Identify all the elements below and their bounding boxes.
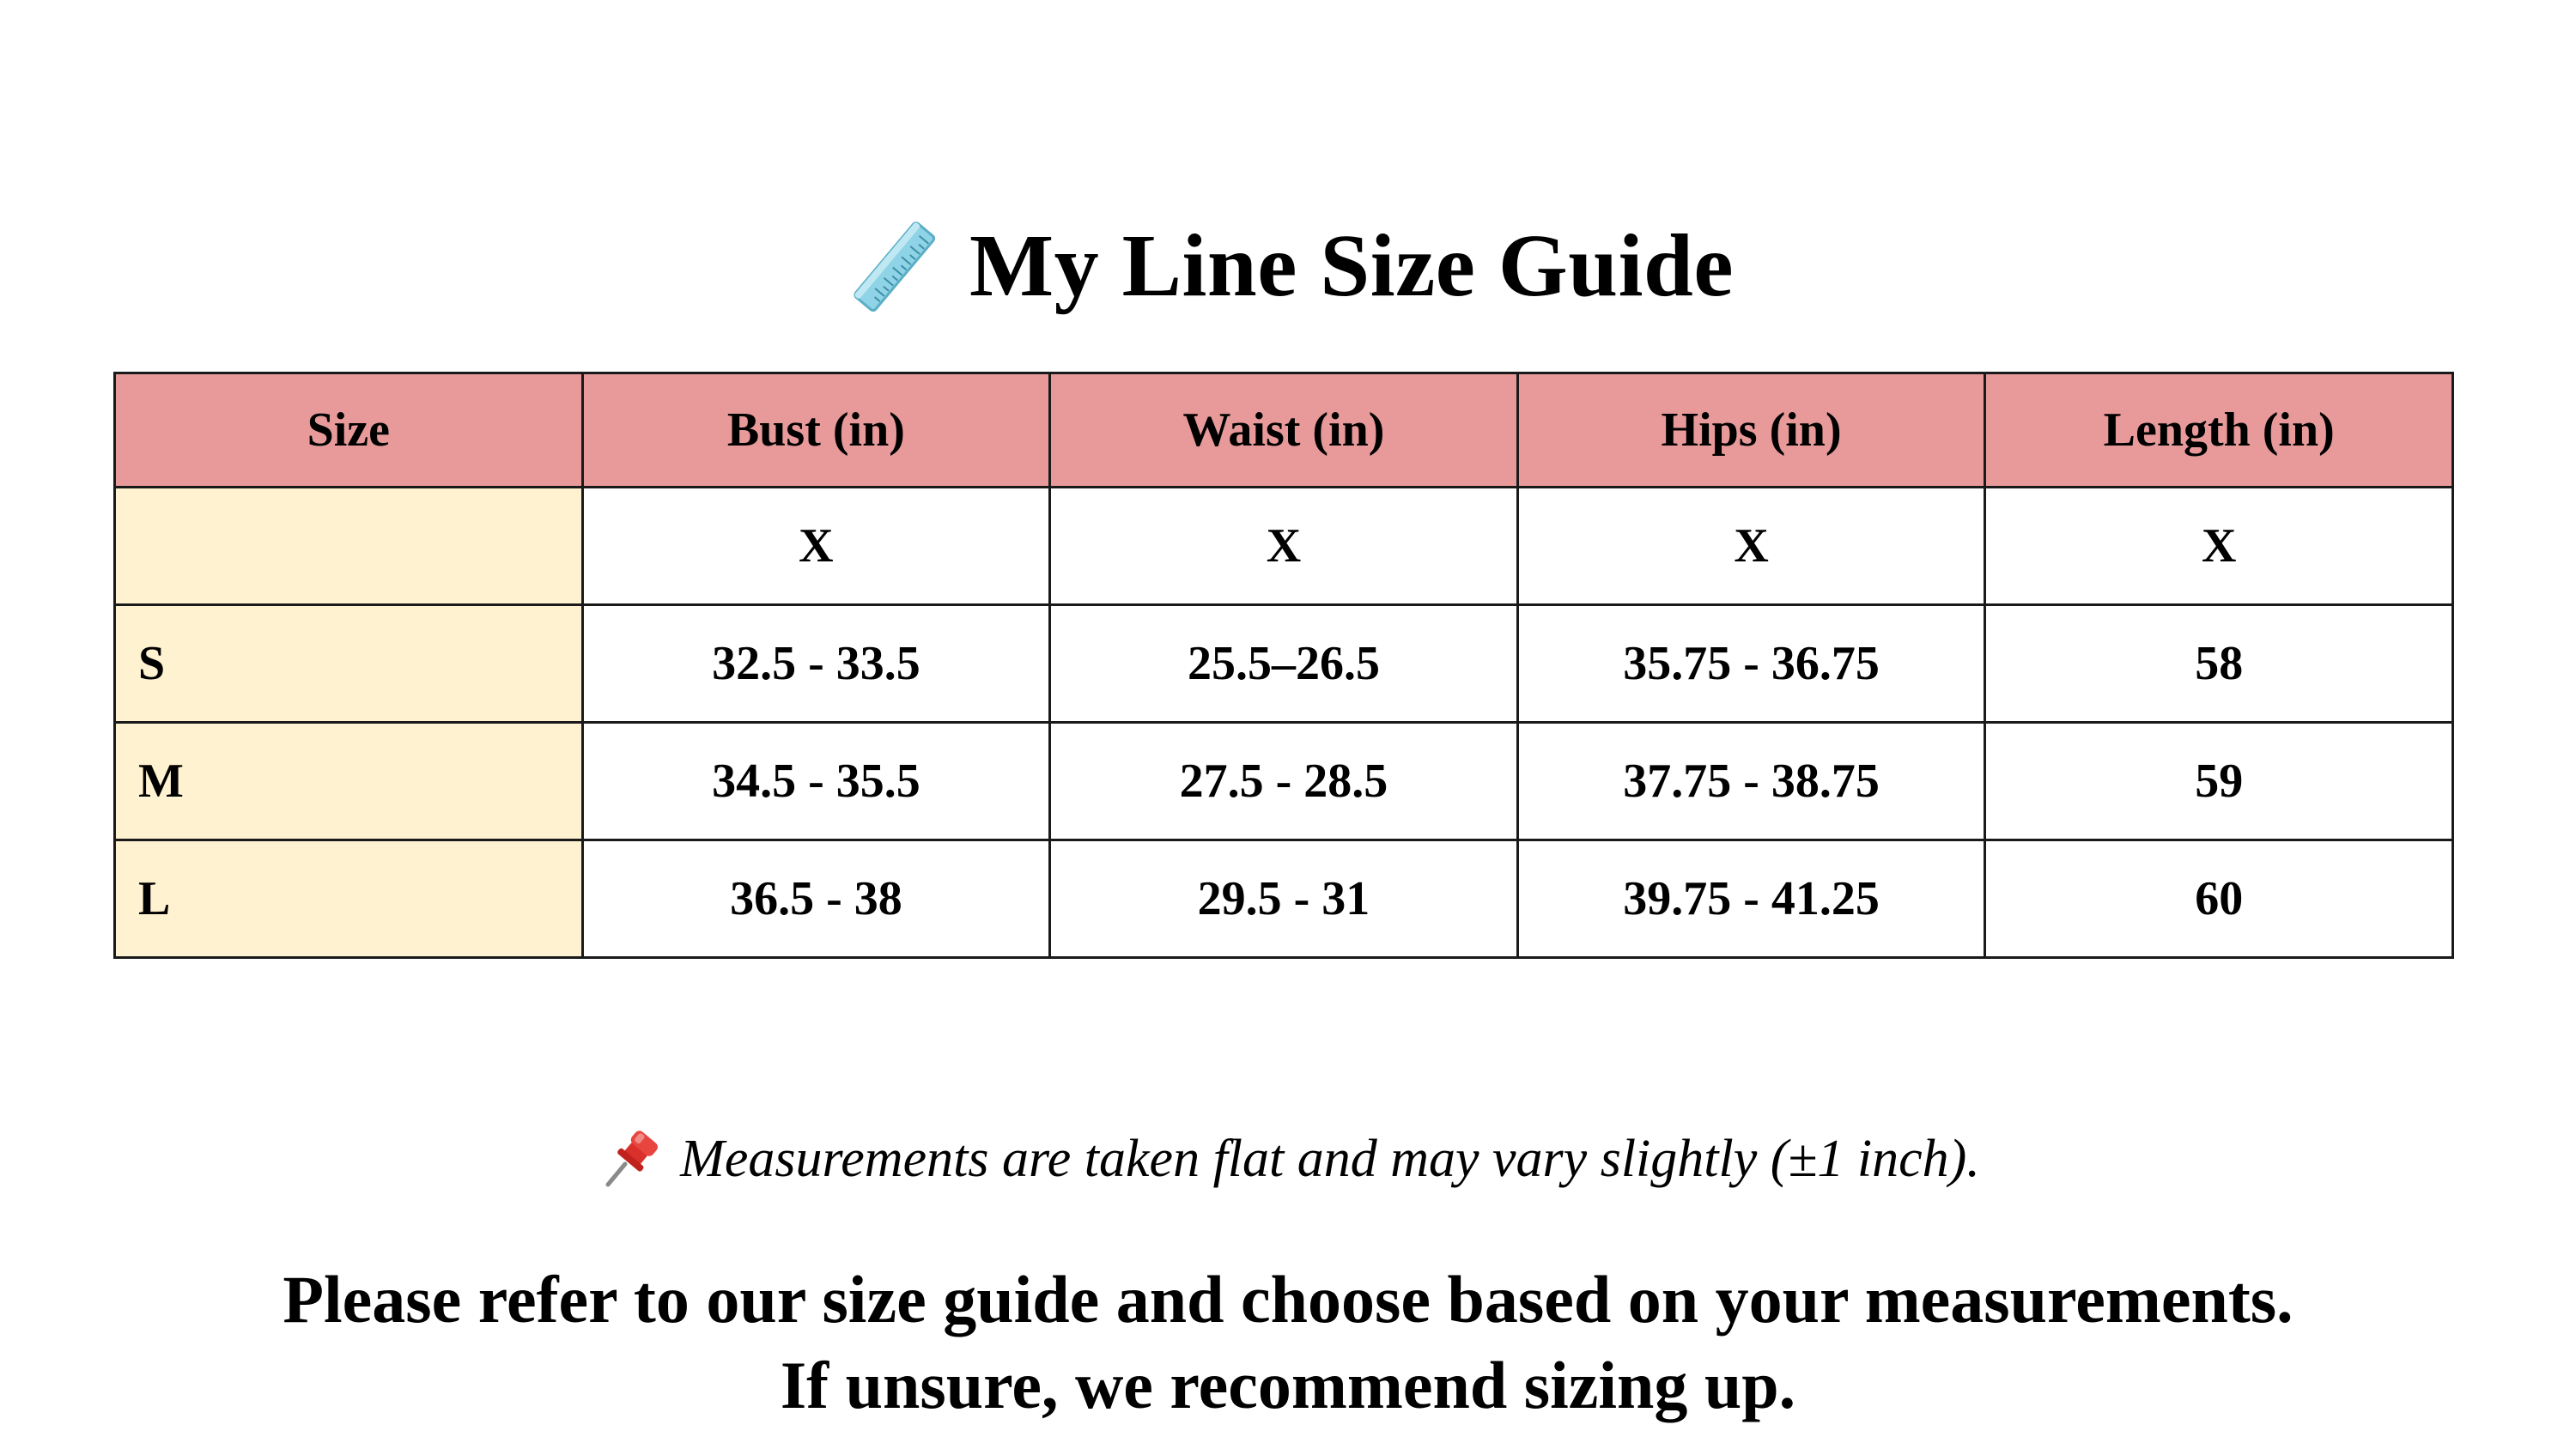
advice-line-1: Please refer to our size guide and choose based on your measurements. <box>283 1262 2293 1337</box>
bust-cell: X <box>582 488 1050 605</box>
ruler-icon <box>842 215 945 318</box>
header-size: Size <box>115 373 583 488</box>
length-cell: 59 <box>1985 723 2453 840</box>
pushpin-icon <box>596 1125 665 1193</box>
length-cell: X <box>1985 488 2453 605</box>
waist-cell: 27.5 - 28.5 <box>1050 723 1518 840</box>
hips-cell: 39.75 - 41.25 <box>1517 840 1985 958</box>
size-cell: M <box>115 723 583 840</box>
advice-line-2: If unsure, we recommend sizing up. <box>780 1348 1796 1422</box>
waist-cell: X <box>1050 488 1518 605</box>
waist-cell: 29.5 - 31 <box>1050 840 1518 958</box>
length-cell: 58 <box>1985 605 2453 723</box>
page-title: My Line Size Guide <box>969 216 1735 315</box>
size-cell <box>115 488 583 605</box>
hips-cell: X <box>1517 488 1985 605</box>
waist-cell: 25.5–26.5 <box>1050 605 1518 723</box>
measurement-note <box>0 1125 2576 1193</box>
table-header-row <box>115 373 2453 488</box>
size-table <box>113 372 2454 959</box>
size-cell: S <box>115 605 583 723</box>
hips-cell: 37.75 - 38.75 <box>1517 723 1985 840</box>
table-row <box>115 840 2453 958</box>
bust-cell: 36.5 - 38 <box>582 840 1050 958</box>
bust-cell: 34.5 - 35.5 <box>582 723 1050 840</box>
table-row <box>115 488 2453 605</box>
table-row <box>115 723 2453 840</box>
header-hips: Hips (in) <box>1517 373 1985 488</box>
bust-cell: 32.5 - 33.5 <box>582 605 1050 723</box>
size-cell: L <box>115 840 583 958</box>
header-length: Length (in) <box>1985 373 2453 488</box>
table-row <box>115 605 2453 723</box>
sizing-advice <box>0 1257 2576 1428</box>
page-title-row <box>0 215 2576 318</box>
note-text: Measurements are taken flat and may vary slightly (±1 inch). <box>680 1130 1980 1188</box>
header-bust: Bust (in) <box>582 373 1050 488</box>
hips-cell: 35.75 - 36.75 <box>1517 605 1985 723</box>
length-cell: 60 <box>1985 840 2453 958</box>
header-waist: Waist (in) <box>1050 373 1518 488</box>
